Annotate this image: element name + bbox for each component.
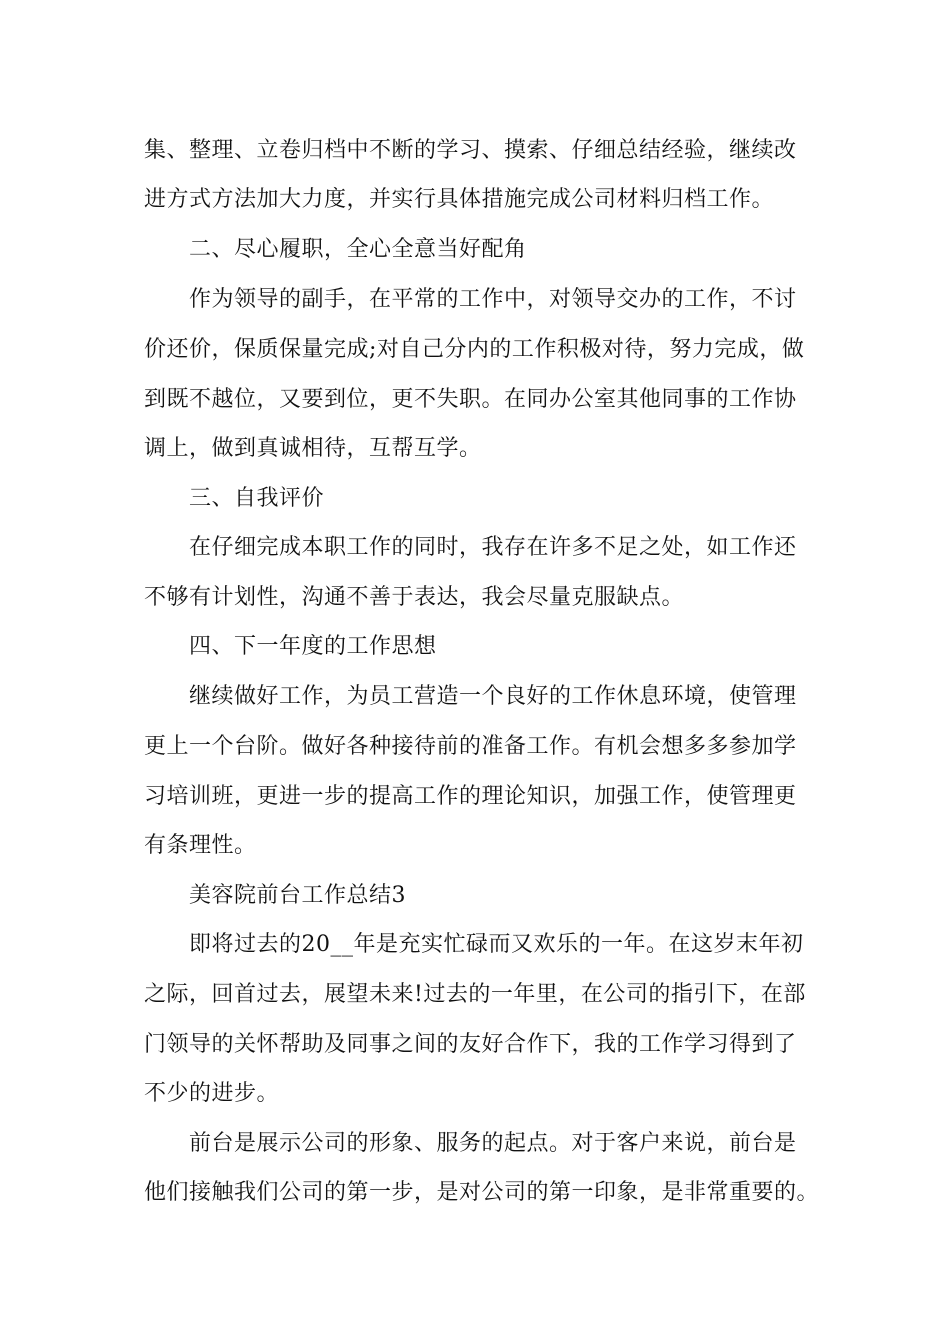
text-line: 更上一个台阶。做好各种接待前的准备工作。有机会想多多参加学 [144, 734, 797, 759]
article-title: 美容院前台工作总结3 [189, 883, 406, 908]
text-line: 门领导的关怀帮助及同事之间的友好合作下，我的工作学习得到了 [144, 1032, 797, 1057]
text-line: 他们接触我们公司的第一步，是对公司的第一印象，是非常重要的。 [144, 1180, 820, 1205]
text-line: 在仔细完成本职工作的同时，我存在许多不足之处，如工作还 [189, 535, 797, 560]
text-line: 前台是展示公司的形象、服务的起点。对于客户来说，前台是 [189, 1131, 797, 1156]
text-line: 有条理性。 [144, 833, 257, 858]
text-line: 价还价，保质保量完成;对自己分内的工作积极对待，努力完成，做 [144, 337, 805, 362]
section-heading: 二、尽心履职，全心全意当好配角 [189, 237, 527, 262]
text-line: 调上，做到真诚相待，互帮互学。 [144, 436, 482, 461]
section-heading: 四、下一年度的工作思想 [189, 634, 437, 659]
text-line: 继续做好工作，为员工营造一个良好的工作休息环境，使管理 [189, 684, 797, 709]
text-line: 不够有计划性，沟通不善于表达，我会尽量克服缺点。 [144, 585, 685, 610]
text-line: 作为领导的副手，在平常的工作中，对领导交办的工作，不讨 [189, 287, 797, 312]
text-line: 集、整理、立卷归档中不断的学习、摸索、仔细总结经验，继续改 [144, 138, 797, 163]
text-line: 到既不越位，又要到位，更不失职。在同办公室其他同事的工作协 [144, 387, 797, 412]
text-line: 习培训班，更进一步的提高工作的理论知识，加强工作，使管理更 [144, 784, 797, 809]
text-line: 进方式方法加大力度，并实行具体措施完成公司材料归档工作。 [144, 187, 775, 212]
text-line: 即将过去的20__年是充实忙碌而又欢乐的一年。在这岁末年初 [189, 932, 804, 957]
text-line: 之际，回首过去，展望未来!过去的一年里，在公司的指引下，在部 [144, 982, 806, 1007]
text-line: 不少的进步。 [144, 1081, 280, 1106]
section-heading: 三、自我评价 [189, 486, 325, 511]
